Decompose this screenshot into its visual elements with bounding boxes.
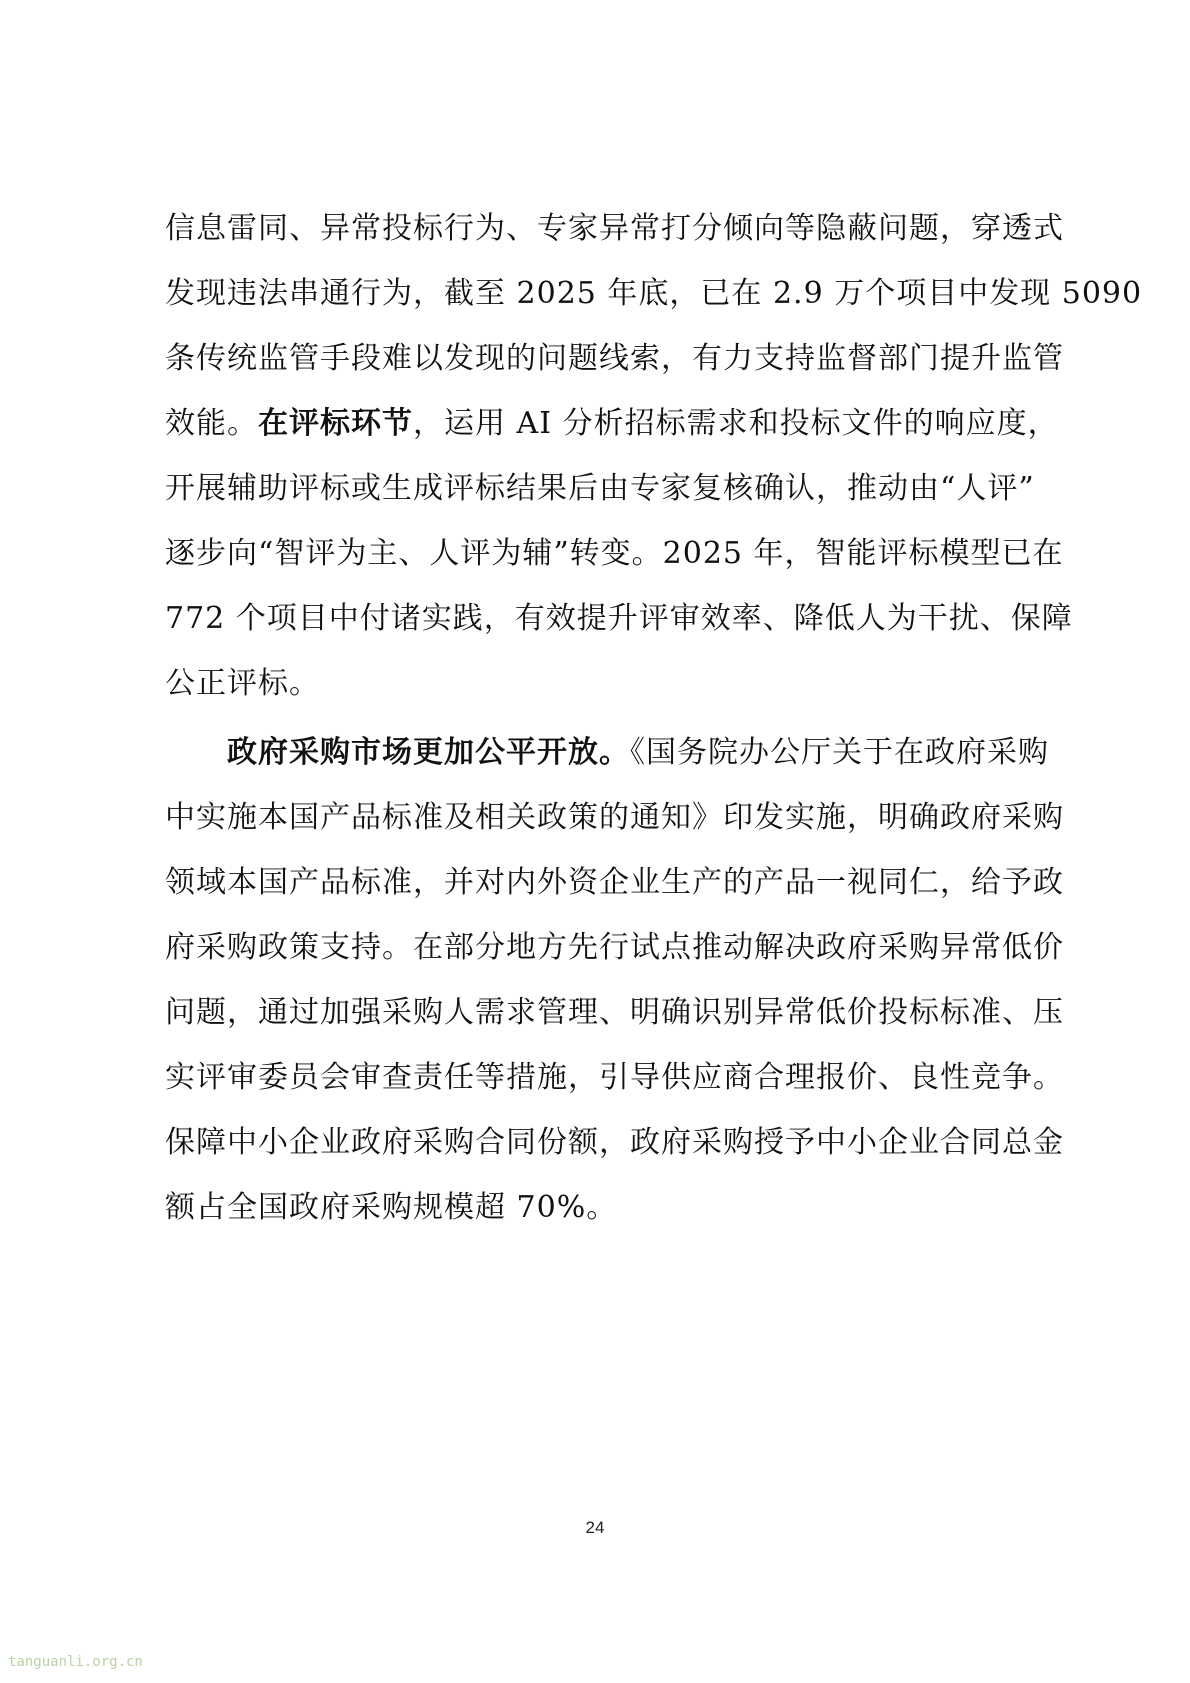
bold-heading: 在评标环节 [258,406,413,441]
page-number: 24 [585,1518,605,1537]
document-body [165,196,1143,1240]
watermark: tanguanli.org.cn [8,1654,143,1670]
text-line: 额占全国政府采购规模超 70%。 [165,1190,618,1225]
text-line: 条传统监管手段难以发现的问题线索，有力支持监督部门提升监管 [165,341,1064,376]
text-line: 信息雷同、异常投标行为、专家异常打分倾向等隐蔽问题，穿透式 [165,211,1064,246]
text-line: 逐步向“智评为主、人评为辅”转变。2025 年，智能评标模型已在 [165,536,1064,571]
text-line: 中实施本国产品标准及相关政策的通知》印发实施，明确政府采购 [165,800,1064,835]
paragraph-1 [165,196,1143,716]
text-span: 效能。 [165,406,258,441]
text-line: 开展辅助评标或生成评标结果后由专家复核确认，推动由“人评” [165,471,1035,506]
text-line: 保障中小企业政府采购合同份额，政府采购授予中小企业合同总金 [165,1125,1064,1160]
text-line: 问题，通过加强采购人需求管理、明确识别异常低价投标标准、压 [165,995,1064,1030]
text-line: 实评审委员会审查责任等措施，引导供应商合理报价、良性竞争。 [165,1060,1064,1095]
text-line [165,720,1049,785]
text-span: 《国务院办公厅关于在政府采购 [630,735,1049,770]
text-span: ，运用 AI 分析招标需求和投标文件的响应度， [413,406,1059,441]
text-line: 发现违法串通行为，截至 2025 年底，已在 2.9 万个项目中发现 5090 [165,276,1143,311]
text-line [165,391,1059,456]
text-line: 领域本国产品标准，并对内外资企业生产的产品一视同仁，给予政 [165,865,1064,900]
bold-heading: 政府采购市场更加公平开放。 [227,735,630,770]
text-line: 府采购政策支持。在部分地方先行试点推动解决政府采购异常低价 [165,930,1064,965]
paragraph-2 [165,720,1064,1240]
text-line: 公正评标。 [165,666,320,701]
text-line: 772 个项目中付诸实践，有效提升评审效率、降低人为干扰、保障 [165,601,1073,636]
